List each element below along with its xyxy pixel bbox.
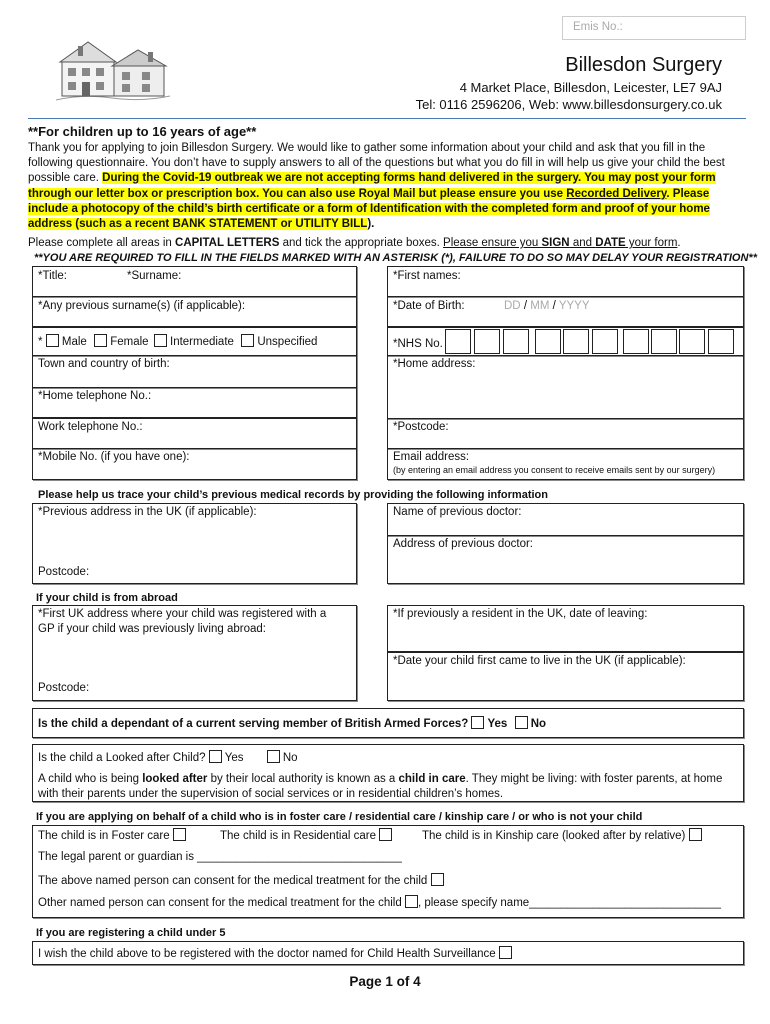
nhs-digit-cell[interactable] <box>679 329 705 354</box>
first-uk-address-label: *First UK address where your child was registered with a <box>38 608 327 620</box>
home-address-label: *Home address: <box>393 358 476 370</box>
child-health-surveillance-checkbox[interactable] <box>499 946 512 959</box>
abroad-postcode-label: Postcode: <box>38 682 90 694</box>
intro-text: Thank you for applying to join Billesdon Surgery. We would like to gather some information about your child and ask that you fill in the following questionnaire. You don’t have to supply answers to all of the questions but what you do fill in will help us give your child the best possible care. <box>28 142 725 185</box>
armed-forces-no-checkbox[interactable] <box>515 716 528 729</box>
dob-format: DD / MM / YYYY <box>504 300 590 312</box>
previous-address-label: *Previous address in the UK (if applicable): <box>38 506 257 518</box>
title-label: *Title: <box>38 270 67 282</box>
sex-options: * Male Female Intermediate Unspecified <box>38 336 318 348</box>
surgery-contact: Tel: 0116 2596206, Web: www.billesdonsurgery.co.uk <box>415 97 722 112</box>
abroad-heading: If your child is from abroad <box>36 592 178 604</box>
nhs-digit-cell[interactable] <box>503 329 529 354</box>
female-checkbox[interactable] <box>94 334 107 347</box>
email-consent-note: (by entering an email address you consent to receive emails sent by our surgery) <box>393 465 716 475</box>
nhs-number-label: *NHS No. <box>393 338 443 350</box>
nhs-digit-cell[interactable] <box>651 329 677 354</box>
mobile-label: *Mobile No. (if you have one): <box>38 451 190 463</box>
email-label: Email address: <box>393 451 470 463</box>
nhs-digit-cell[interactable] <box>535 329 561 354</box>
armed-forces-yes-checkbox[interactable] <box>471 716 484 729</box>
specify-name-line[interactable]: , please specify name______________________________ <box>417 897 722 909</box>
covid-notice: During the Covid-19 outbreak we are not accepting forms hand delivered in the surgery. You may post your form through our letter box or prescription box. You can also use Royal Mail but please ensure you use Recorded Delivery. Please include a photocopy of the child’s birth certificate or a form of Identification with the completed form and proof of your home address (such as a recent BANK STATEMENT or UTILITY BILL <box>28 172 716 231</box>
nhs-digit-cell[interactable] <box>445 329 471 354</box>
first-names-label: *First names: <box>393 270 461 282</box>
nhs-digit-cell[interactable] <box>474 329 500 354</box>
male-checkbox[interactable] <box>46 334 59 347</box>
date-came-label: *Date your child first came to live in the UK (if applicable): <box>393 655 686 667</box>
surgery-building-logo <box>52 36 172 106</box>
surgery-address: 4 Market Place, Billesdon, Leicester, LE7 9AJ <box>459 80 722 95</box>
date-leaving-label: *If previously a resident in the UK, date of leaving: <box>393 608 648 620</box>
foster-care-checkbox[interactable] <box>173 828 186 841</box>
intermediate-checkbox[interactable] <box>154 334 167 347</box>
form-title: **For children up to 16 years of age** <box>28 124 257 139</box>
kinship-care-checkbox[interactable] <box>689 828 702 841</box>
date-of-birth-label: *Date of Birth: <box>393 300 465 312</box>
home-telephone-label: *Home telephone No.: <box>38 390 152 402</box>
emis-number-field[interactable]: Emis No.: <box>562 16 746 40</box>
residential-care-checkbox[interactable] <box>379 828 392 841</box>
nhs-digit-cell[interactable] <box>708 329 734 354</box>
previous-postcode-label: Postcode: <box>38 566 90 578</box>
work-telephone-label: Work telephone No.: <box>38 421 143 433</box>
postcode-label: *Postcode: <box>393 421 449 433</box>
required-fields-warning: **YOU ARE REQUIRED TO FILL IN THE FIELDS MARKED WITH AN ASTERISK (*), FAILURE TO DO SO MAY DELAY YOUR REGISTRATION** <box>34 252 757 264</box>
previous-surname-label: *Any previous surname(s) (if applicable): <box>38 300 246 312</box>
residential-care-option: The child is in Residential care <box>220 828 392 842</box>
nhs-digit-cell[interactable] <box>592 329 618 354</box>
intro-paragraph: Thank you for applying to join Billesdon Surgery. We would like to gather some information about your child and ask that you fill in the following questionnaire. You don’t have to supply answers to all of the questions but what you do fill in will help us give your child the best possible care. During the Covid-19 outbreak we are not accepting forms hand delivered in the surgery. You may post your form through our letter box or prescription box. You can also use Royal Mail but please ensure you use Recorded Delivery. Please include a photocopy of the child’s birth certificate or a form of Identification with the completed form and proof of your home address (such as a recent BANK STATEMENT or UTILITY BILL). <box>28 142 725 231</box>
title-surname-box[interactable] <box>32 266 357 297</box>
under-five-heading: If you are registering a child under 5 <box>36 927 226 939</box>
nhs-digit-cell[interactable] <box>623 329 649 354</box>
looked-after-no-checkbox[interactable] <box>267 750 280 763</box>
looked-after-yes-checkbox[interactable] <box>209 750 222 763</box>
consent-above-option: The above named person can consent for the medical treatment for the child <box>38 873 444 887</box>
previous-records-heading: Please help us trace your child’s previous medical records by providing the following information <box>38 489 548 501</box>
kinship-care-option: The child is in Kinship care (looked after by relative) <box>422 828 702 842</box>
consent-other-checkbox[interactable] <box>405 895 418 908</box>
nhs-digit-cell[interactable] <box>563 329 589 354</box>
foster-care-heading: If you are applying on behalf of a child who is in foster care / residential care / kinship care / or who is not your child <box>36 811 643 823</box>
surname-label: *Surname: <box>127 270 182 282</box>
page-number: Page 1 of 4 <box>349 974 421 989</box>
looked-after-description: A child who is being looked after by their local authority is known as a child in care. They might be living: with foster parents, at home with their parents under the supervision of social services or in residential children’s homes. <box>38 773 723 800</box>
header-divider <box>28 118 746 119</box>
previous-doctor-address-label: Address of previous doctor: <box>393 538 533 550</box>
legal-guardian-line[interactable]: The legal parent or guardian is ________________________________ <box>38 851 402 863</box>
child-health-surveillance-option: I wish the child above to be registered with the doctor named for Child Health Surveillance <box>38 946 512 960</box>
consent-above-checkbox[interactable] <box>431 873 444 886</box>
previous-doctor-name-label: Name of previous doctor: <box>393 506 522 518</box>
armed-forces-question: Is the child a dependant of a current serving member of British Armed Forces? Yes No <box>38 718 547 730</box>
surgery-name: Billesdon Surgery <box>565 54 722 76</box>
first-uk-address-label-2: GP if your child was previously living abroad: <box>38 623 266 635</box>
instructions: Please complete all areas in CAPITAL LETTERS and tick the appropriate boxes. Please ensure you SIGN and DATE your form. <box>28 237 681 249</box>
foster-care-option: The child is in Foster care <box>38 828 186 842</box>
consent-other-option: Other named person can consent for the medical treatment for the child , please specify name______________________________ <box>38 897 722 909</box>
looked-after-question: Is the child a Looked after Child? Yes No <box>38 752 298 764</box>
town-country-birth-label: Town and country of birth: <box>38 358 170 370</box>
unspecified-checkbox[interactable] <box>241 334 254 347</box>
